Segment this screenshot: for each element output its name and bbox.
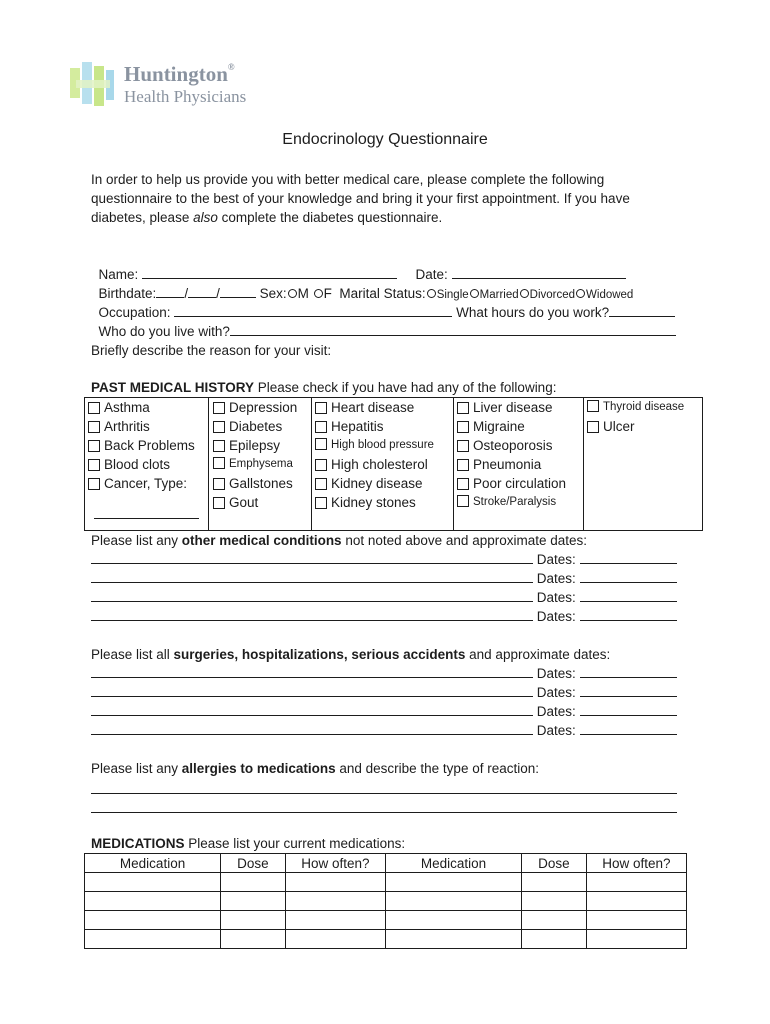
medications-heading: MEDICATIONS Please list your current medications:: [91, 836, 406, 851]
checkbox[interactable]: [88, 421, 100, 433]
pmh-gout[interactable]: Gout: [213, 493, 258, 512]
table-row: [85, 911, 687, 930]
other-condition-row: Dates:: [91, 550, 677, 569]
pmh-thyroid-disease[interactable]: Thyroid disease: [587, 398, 684, 417]
condition-field[interactable]: [91, 569, 533, 583]
checkbox[interactable]: [213, 497, 225, 509]
checkbox[interactable]: [587, 421, 599, 433]
pmh-kidney-stones[interactable]: Kidney stones: [315, 493, 416, 512]
marital-label: Marital Status:: [339, 286, 426, 301]
pmh-emphysema[interactable]: Emphysema: [213, 455, 293, 474]
logo-line2: Health Physicians: [124, 87, 247, 106]
pmh-liver-disease[interactable]: Liver disease: [457, 398, 553, 417]
birthdate-row: Birthdate: / / Sex: M F Marital Status: Single Married Divorced Widowed: [98, 286, 634, 301]
checkbox[interactable]: [88, 478, 100, 490]
pmh-high-blood-pressure[interactable]: High blood pressure: [315, 436, 434, 455]
sex-label: Sex:: [259, 286, 287, 301]
surgery-field[interactable]: [91, 721, 533, 735]
page-title: Endocrinology Questionnaire: [282, 131, 488, 148]
checkbox[interactable]: [88, 459, 100, 471]
logo-mark-icon: [70, 62, 118, 108]
surgery-row: Dates:: [91, 683, 677, 702]
checkbox[interactable]: [587, 400, 599, 412]
pmh-blood-clots[interactable]: Blood clots: [88, 455, 170, 474]
condition-field[interactable]: [91, 607, 533, 621]
table-row: [85, 892, 687, 911]
other-condition-row: Dates:: [91, 607, 677, 626]
pmh-osteoporosis[interactable]: Osteoporosis: [457, 436, 553, 455]
pmh-high-cholesterol[interactable]: High cholesterol: [315, 455, 428, 474]
pmh-ulcer[interactable]: Ulcer: [587, 417, 635, 436]
intro-line-3: diabetes, please also complete the diabetes questionnaire.: [91, 210, 443, 225]
checkbox[interactable]: [315, 478, 327, 490]
pmh-depression[interactable]: Depression: [213, 398, 297, 417]
checkbox[interactable]: [457, 440, 469, 452]
condition-field[interactable]: [91, 550, 533, 564]
dates-field[interactable]: [580, 702, 677, 716]
allergies-prompt: Please list any allergies to medications and describe the type of reaction:: [91, 761, 539, 776]
name-label: Name:: [98, 267, 139, 282]
occupation-label: Occupation:: [98, 305, 171, 320]
dates-field[interactable]: [580, 683, 677, 697]
checkbox[interactable]: [457, 421, 469, 433]
col-how-often: How often?: [285, 854, 385, 873]
allergies-field-1[interactable]: [91, 780, 677, 794]
dates-field[interactable]: [580, 569, 677, 583]
surgery-row: Dates:: [91, 664, 677, 683]
checkbox[interactable]: [315, 421, 327, 433]
birthdate-label: Birthdate:: [98, 286, 157, 301]
pmh-diabetes[interactable]: Diabetes: [213, 417, 282, 436]
other-condition-row: Dates:: [91, 569, 677, 588]
checkbox[interactable]: [315, 438, 327, 450]
pmh-gallstones[interactable]: Gallstones: [213, 474, 293, 493]
intro-line-2: questionnaire to the best of your knowledge and bring it your first appointment. If you have: [91, 191, 630, 206]
checkbox[interactable]: [457, 459, 469, 471]
pmh-cancer[interactable]: Cancer, Type:: [88, 474, 187, 493]
date-label: Date:: [415, 267, 448, 282]
checkbox[interactable]: [88, 402, 100, 414]
intro-line-1: In order to help us provide you with better medical care, please complete the following: [91, 172, 605, 187]
medications-table: [84, 853, 687, 949]
checkbox[interactable]: [88, 440, 100, 452]
surgery-field[interactable]: [91, 702, 533, 716]
pmh-kidney-disease[interactable]: Kidney disease: [315, 474, 423, 493]
dates-field[interactable]: [580, 664, 677, 678]
dates-field[interactable]: [580, 588, 677, 602]
pmh-heading: PAST MEDICAL HISTORY Please check if you have had any of the following:: [91, 380, 557, 395]
checkbox[interactable]: [213, 457, 225, 469]
logo: [70, 62, 270, 110]
live-with-label: Who do you live with?: [98, 324, 230, 339]
checkbox[interactable]: [457, 478, 469, 490]
pmh-migraine[interactable]: Migraine: [457, 417, 525, 436]
live-with-row: [91, 303, 676, 341]
checkbox[interactable]: [457, 402, 469, 414]
condition-field[interactable]: [91, 588, 533, 602]
col-how-often-2: How often?: [586, 854, 686, 873]
pmh-pneumonia[interactable]: Pneumonia: [457, 455, 541, 474]
logo-line1: Huntington: [124, 62, 228, 86]
surgery-row: Dates:: [91, 721, 677, 740]
checkbox[interactable]: [315, 459, 327, 471]
surgeries-prompt: Please list all surgeries, hospitalizations, serious accidents and approximate dates:: [91, 647, 611, 662]
checkbox[interactable]: [315, 497, 327, 509]
checkbox[interactable]: [213, 440, 225, 452]
logo-registered-mark: ®: [227, 62, 235, 72]
table-row: [85, 873, 687, 892]
pmh-back-problems[interactable]: Back Problems: [88, 436, 195, 455]
hours-label: What hours do you work?: [456, 305, 610, 320]
live-with-field[interactable]: [230, 322, 676, 336]
pmh-epilepsy[interactable]: Epilepsy: [213, 436, 280, 455]
dates-field[interactable]: [580, 550, 677, 564]
table-row: [85, 930, 687, 949]
dates-field[interactable]: [580, 721, 677, 735]
other-conditions-prompt: Please list any other medical conditions not noted above and approximate dates:: [91, 533, 588, 548]
table-header-row: [85, 854, 687, 873]
checkbox[interactable]: [213, 478, 225, 490]
surgery-field[interactable]: [91, 683, 533, 697]
pmh-arthritis[interactable]: Arthritis: [88, 417, 150, 436]
dates-field[interactable]: [580, 607, 677, 621]
reason-prompt: Briefly describe the reason for your visit:: [91, 343, 332, 358]
surgery-field[interactable]: [91, 664, 533, 678]
col-medication: Medication: [85, 854, 221, 873]
checkbox[interactable]: [213, 421, 225, 433]
pmh-poor-circulation[interactable]: Poor circulation: [457, 474, 566, 493]
pmh-heart-disease[interactable]: Heart disease: [315, 398, 414, 417]
pmh-stroke-paralysis[interactable]: Stroke/Paralysis: [457, 493, 556, 512]
col-dose: Dose: [221, 854, 286, 873]
checkbox[interactable]: [457, 495, 469, 507]
other-condition-row: Dates:: [91, 588, 677, 607]
col-dose-2: Dose: [522, 854, 587, 873]
pmh-asthma[interactable]: Asthma: [88, 398, 150, 417]
checkbox[interactable]: [315, 402, 327, 414]
allergies-field-2[interactable]: [91, 799, 677, 813]
cancer-type-field[interactable]: [94, 505, 199, 519]
surgery-row: Dates:: [91, 702, 677, 721]
pmh-hepatitis[interactable]: Hepatitis: [315, 417, 384, 436]
col-medication-2: Medication: [385, 854, 521, 873]
checkbox[interactable]: [213, 402, 225, 414]
